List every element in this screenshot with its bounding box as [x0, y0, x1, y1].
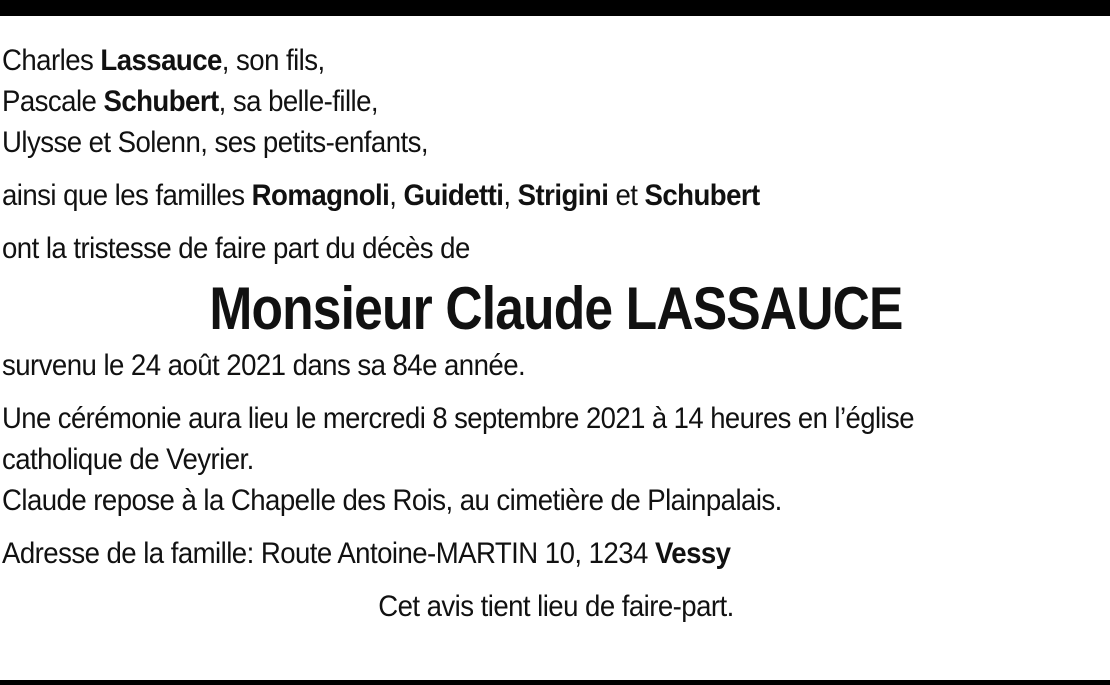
bottom-rule: [0, 680, 1110, 685]
ceremony-line-1: Une cérémonie aura lieu le mercredi 8 septembre 2021 à 14 heures en l’église: [2, 402, 914, 435]
repose-line: Claude repose à la Chapelle des Rois, au cimetière de Plainpalais.: [2, 484, 782, 517]
grandchildren-line: Ulysse et Solenn, ses petits-enfants,: [2, 126, 429, 159]
closing-line: Cet avis tient lieu de faire-part.: [378, 590, 734, 623]
death-line: survenu le 24 août 2021 dans sa 84e année.: [2, 349, 526, 382]
families-line: ainsi que les familles Romagnoli, Guidetti, Strigini et Schubert: [2, 179, 760, 212]
family-name: Guidetti: [403, 179, 504, 212]
family-name: Schubert: [644, 179, 760, 212]
son-line: Charles Lassauce, son fils,: [2, 44, 325, 77]
daughter-in-law-surname: Schubert: [103, 85, 219, 118]
announcement-line: ont la tristesse de faire part du décès de: [2, 232, 470, 265]
son-surname: Lassauce: [100, 44, 222, 77]
ceremony-line-2: catholique de Veyrier.: [2, 443, 254, 476]
family-name: Strigini: [517, 179, 609, 212]
obituary-notice: [2, 40, 1110, 627]
top-rule: [0, 0, 1110, 16]
address-line: Adresse de la famille: Route Antoine-MARTIN 10, 1234 Vessy: [2, 537, 731, 570]
deceased-name: Monsieur Claude LASSAUCE: [209, 275, 903, 342]
daughter-in-law-line: Pascale Schubert, sa belle-fille,: [2, 85, 379, 118]
family-name: Romagnoli: [251, 179, 390, 212]
address-town: Vessy: [654, 537, 731, 570]
